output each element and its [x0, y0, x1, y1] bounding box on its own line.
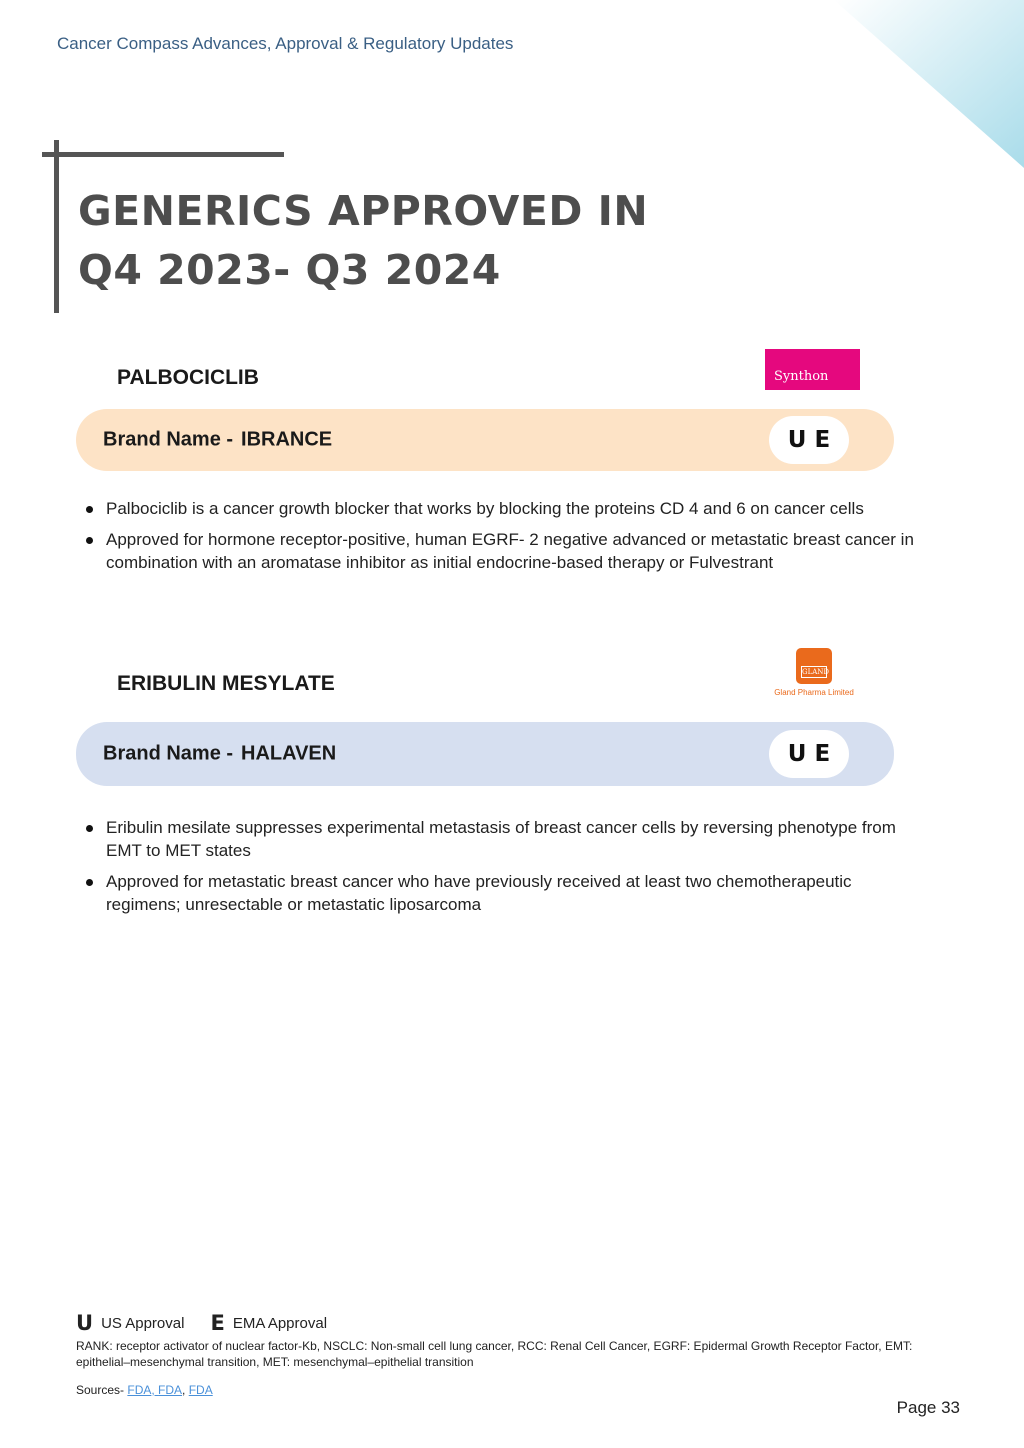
running-header: Cancer Compass Advances, Approval & Regulatory Updates: [57, 34, 514, 53]
brand-name: HALAVEN: [241, 742, 337, 765]
abbreviations-note: RANK: receptor activator of nuclear factor-Kb, NSCLC: Non-small cell lung cancer, RCC: Renal Cell Cancer, EGRF: Epidermal Growth Receptor Factor, EMT: epithelial–mesenchymal transition, MET: mesenchymal–epithelial transition: [76, 1339, 913, 1369]
ema-approval-icon: E: [814, 427, 831, 453]
source-link-fda[interactable]: FDA: [188, 1383, 213, 1397]
drug-name: PALBOCICLIB: [117, 366, 259, 389]
source-link-fda[interactable]: FDA: [158, 1383, 183, 1397]
source-link-fda[interactable]: FDA: [127, 1383, 152, 1397]
brand-prefix: Brand Name -: [103, 428, 234, 451]
drug-name: ERIBULIN MESYLATE: [117, 672, 335, 695]
bullet-item: Palbociclib is a cancer growth blocker that works by blocking the proteins CD 4 and 6 on cancer cells: [84, 497, 914, 520]
title-bracket-horizontal: [42, 152, 284, 157]
ema-approval-icon: E: [210, 1311, 225, 1335]
bullet-item: Approved for hormone receptor-positive, human EGRF- 2 negative advanced or metastatic breast cancer in combination with an aromatase inhibitor as initial endocrine-based therapy or Fulvestrant: [84, 528, 914, 574]
section-title: [78, 182, 648, 300]
gland-logo-mark-text: GLAND: [802, 668, 830, 676]
corner-decoration: [834, 0, 1024, 175]
bullet-item: Approved for metastatic breast cancer who have previously received at least two chemotherapeutic regimens; unresectable or metastatic liposarcoma: [84, 870, 914, 916]
us-approval-icon: U: [76, 1311, 94, 1335]
sources: Sources- FDA, FDA, FDA: [76, 1383, 213, 1397]
bullet-item: Eribulin mesilate suppresses experimental metastasis of breast cancer cells by reversing phenotype from EMT to MET states: [84, 816, 914, 862]
page-number: Page 33: [896, 1398, 960, 1417]
brand-label: [103, 429, 332, 452]
brand-prefix: Brand Name -: [103, 742, 234, 765]
drug-bullets: [84, 497, 914, 582]
brand-name: IBRANCE: [241, 428, 333, 451]
approval-legend: [76, 1311, 327, 1335]
brand-bar: [76, 409, 894, 471]
ema-approval-label: EMA Approval: [232, 1314, 328, 1332]
approval-badge: [769, 730, 849, 778]
brand-bar: [76, 722, 894, 786]
gland-pharma-logo: [766, 648, 862, 700]
gland-logo-mark-icon: [796, 648, 832, 684]
synthon-logo-text: Synthon: [774, 369, 829, 384]
us-approval-icon: U: [787, 741, 807, 767]
ema-approval-icon: E: [814, 741, 831, 767]
section-title-line2: Q4 2023- Q3 2024: [78, 246, 501, 294]
title-bracket-vertical: [54, 140, 59, 313]
us-approval-label: US Approval: [101, 1314, 185, 1332]
approval-badge: [769, 416, 849, 464]
us-approval-icon: U: [787, 427, 807, 453]
gland-logo-text: Gland Pharma Limited: [774, 688, 854, 697]
drug-bullets: [84, 816, 914, 924]
brand-label: [103, 743, 336, 766]
sources-label: Sources-: [76, 1383, 125, 1397]
synthon-logo: [765, 349, 860, 390]
section-title-line1: GENERICS APPROVED IN: [78, 187, 649, 235]
